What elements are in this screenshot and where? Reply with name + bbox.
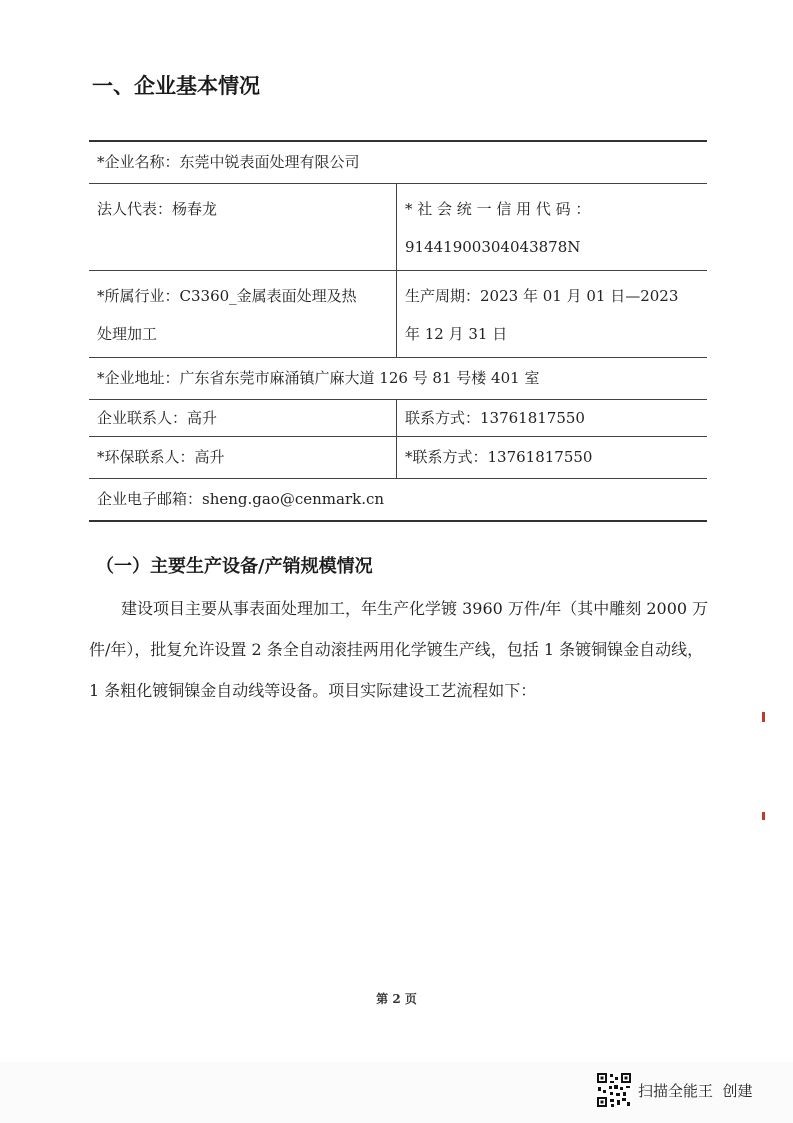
contact-method-cell: 联系方式：13761817550 [405,409,585,427]
scanner-watermark-text: 扫描全能王 创建 [638,1081,753,1100]
table-row [89,400,707,437]
env-contact-person-cell: *环保联系人：高升 [89,437,397,478]
industry-line-1: *所属行业：C3360_金属表面处理及热 [97,287,357,305]
credit-code-label: * 社 会 统 一 信 用 代 码 ： [405,200,591,218]
contact-person-cell: 企业联系人：高升 [89,400,397,436]
table-row [89,479,707,520]
production-period-cell [397,271,707,357]
table-row [89,271,707,358]
table-row [89,142,707,184]
qr-code-icon [596,1072,632,1108]
body-paragraph: 建设项目主要从事表面处理加工，年生产化学镀 3960 万件/年（其中雕刻 2000 万件/年），批复允许设置 2 条全自动滚挂两用化学镀生产线，包括 1 条镀铜镍金自动线，1 条粗化镀铜镍金自动线等设备。项目实际建设工艺流程如下： [89,599,709,700]
industry-cell [89,271,397,357]
table-row [89,358,707,400]
table-row [89,437,707,479]
section-heading: 一、企业基本情况 [92,74,260,98]
address-cell: *企业地址：广东省东莞市麻涌镇广麻大道 126 号 81 号楼 401 室 [97,369,540,387]
email-cell: 企业电子邮箱：sheng.gao@cenmark.cn [97,490,385,508]
table-row [89,184,707,271]
company-info-table [89,140,707,522]
scan-edge-mark [762,712,765,722]
credit-code-cell [397,184,707,270]
production-period-line-2: 年 12 月 31 日 [405,325,508,343]
page-number: 第 2 页 [376,992,417,1006]
env-contact-method-cell: *联系方式：13761817550 [405,448,593,466]
industry-line-2: 处理加工 [97,325,158,343]
credit-code-value: 91441900304043878N [405,238,581,256]
sub-heading: （一）主要生产设备/产销规模情况 [96,556,373,577]
legal-rep-cell: 法人代表：杨春龙 [89,184,397,270]
scanner-watermark [596,1072,753,1108]
scan-edge-mark [762,812,765,820]
company-name-cell: *企业名称：东莞中锐表面处理有限公司 [97,153,360,171]
production-period-line-1: 生产周期：2023 年 01 月 01 日—2023 [405,287,679,305]
